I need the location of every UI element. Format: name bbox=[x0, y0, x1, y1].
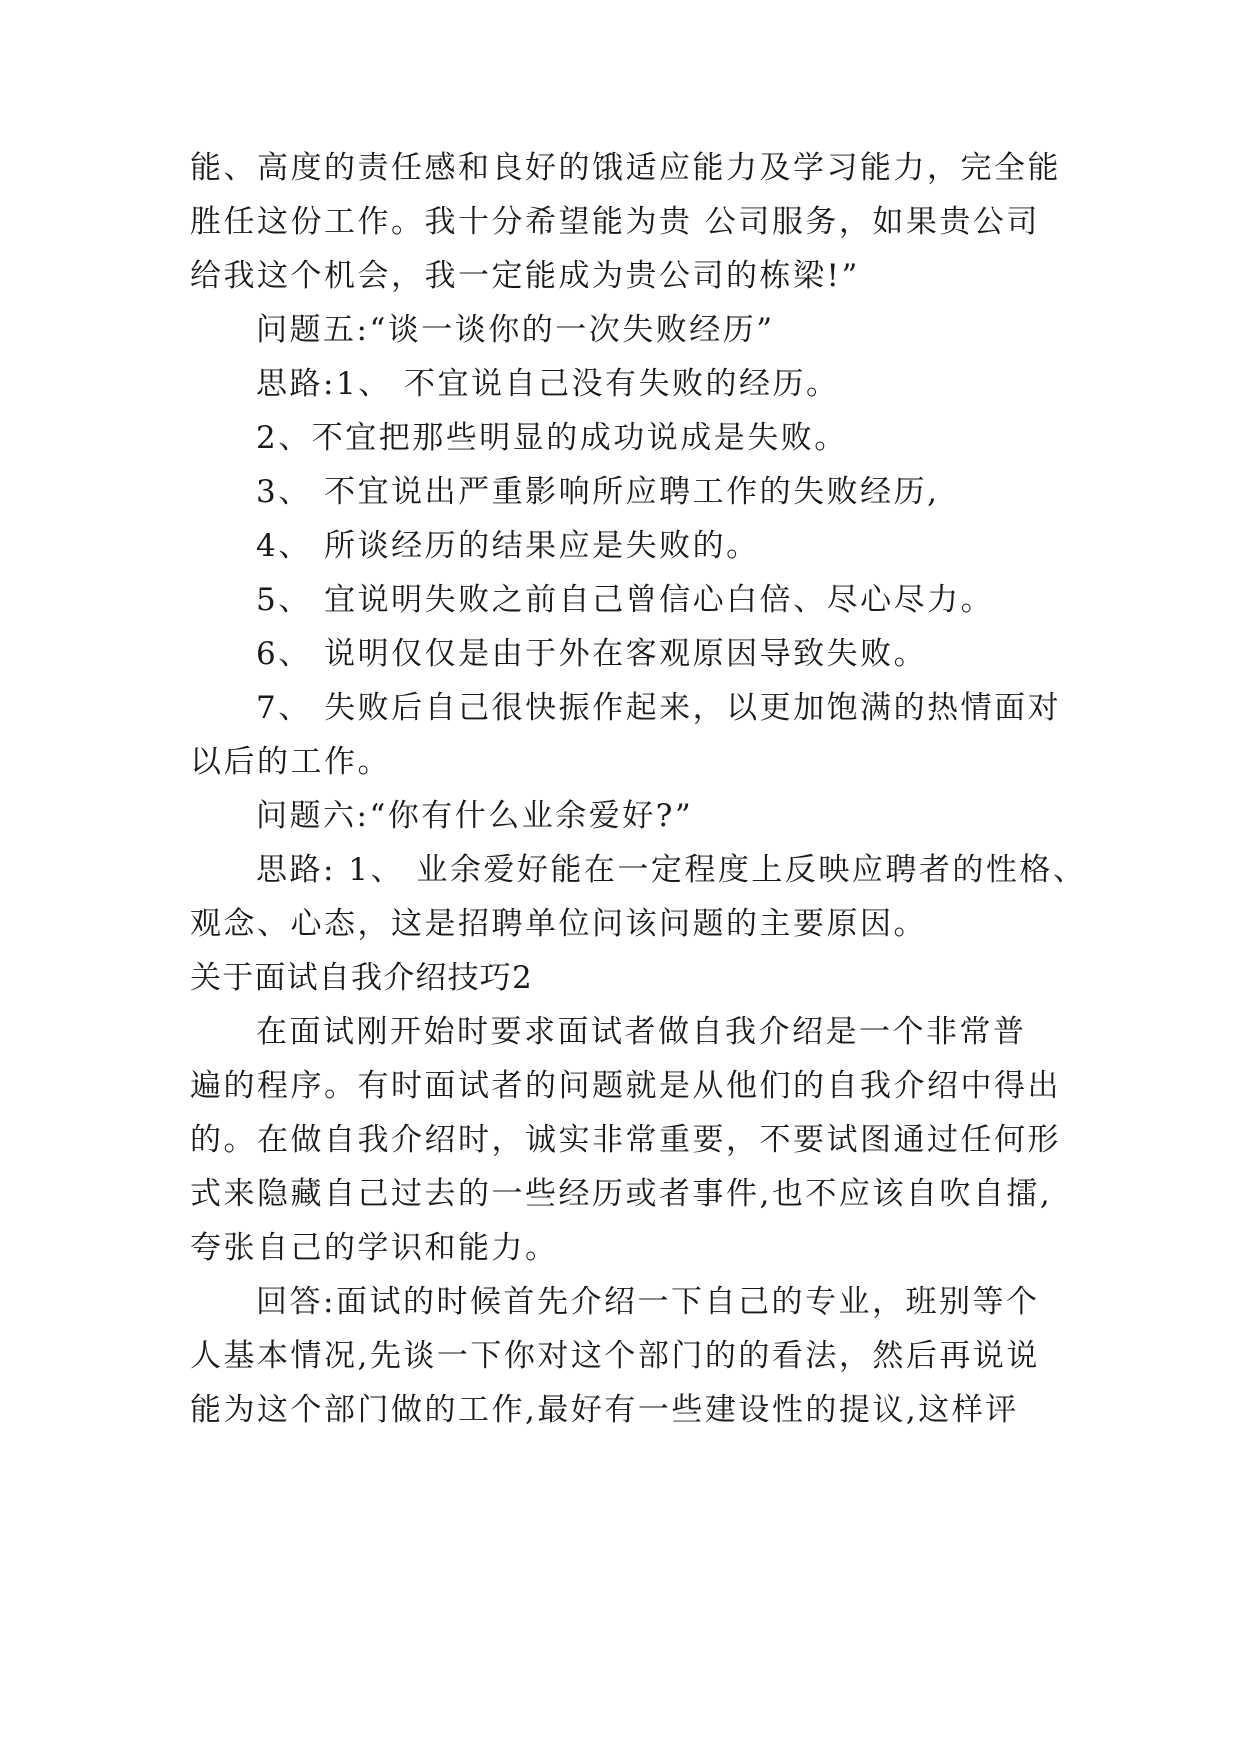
list-item: 2、不宜把那些明显的成功说成是失败。 bbox=[256, 420, 848, 456]
text-line: 观念、心态，这是招聘单位问该问题的主要原因。 bbox=[190, 906, 927, 942]
text-line: 人基本情况,先谈一下你对这个部门的的看法，然后再说说 bbox=[190, 1338, 1040, 1374]
text-line: 思路: 1、 业余爱好能在一定程度上反映应聘者的性格、 bbox=[256, 852, 1087, 888]
text-line: 能、高度的责任感和良好的饿适应能力及学习能力，完全能 bbox=[190, 150, 1061, 186]
text-line: 思路:1、 不宜说自己没有失败的经历。 bbox=[256, 366, 840, 402]
article-heading: 关于面试自我介绍技巧2 bbox=[190, 960, 533, 996]
text-line: 能为这个部门做的工作,最好有一些建设性的提议,这样评 bbox=[190, 1392, 1019, 1428]
text-line: 式来隐藏自己过去的一些经历或者事件,也不应该自吹自擂, bbox=[190, 1176, 1053, 1212]
section-heading: 问题六:“你有什么业余爱好?” bbox=[256, 798, 694, 834]
text-line: 胜任这份工作。我十分希望能为贵 公司服务，如果贵公司 bbox=[190, 204, 1040, 240]
text-line: 在面试刚开始时要求面试者做自我介绍是一个非常普 bbox=[256, 1014, 1027, 1050]
text-line: 以后的工作。 bbox=[190, 744, 391, 780]
list-item: 5、 宜说明失败之前自己曾信心白倍、尽心尽力。 bbox=[256, 582, 995, 618]
text-line: 回答:面试的时候首先介绍一下自己的专业，班别等个 bbox=[256, 1284, 1040, 1320]
list-item: 4、 所谈经历的结果应是失败的。 bbox=[256, 528, 760, 564]
text-line: 遍的程序。有时面试者的问题就是从他们的自我介绍中得出 bbox=[190, 1068, 1061, 1104]
text-line: 夸张自己的学识和能力。 bbox=[190, 1230, 559, 1266]
list-item: 6、 说明仅仅是由于外在客观原因导致失败。 bbox=[256, 636, 928, 672]
text-line: 的。在做自我介绍时，诚实非常重要，不要试图通过任何形 bbox=[190, 1122, 1061, 1158]
text-line: 给我这个机会，我一定能成为贵公司的栋梁!” bbox=[190, 258, 860, 294]
section-heading: 问题五:“谈一谈你的一次失败经历” bbox=[256, 312, 775, 348]
list-item: 7、 失败后自己很快振作起来，以更加饱满的热情面对 bbox=[256, 690, 1062, 726]
list-item: 3、 不宜说出严重影响所应聘工作的失败经历, bbox=[256, 474, 940, 510]
